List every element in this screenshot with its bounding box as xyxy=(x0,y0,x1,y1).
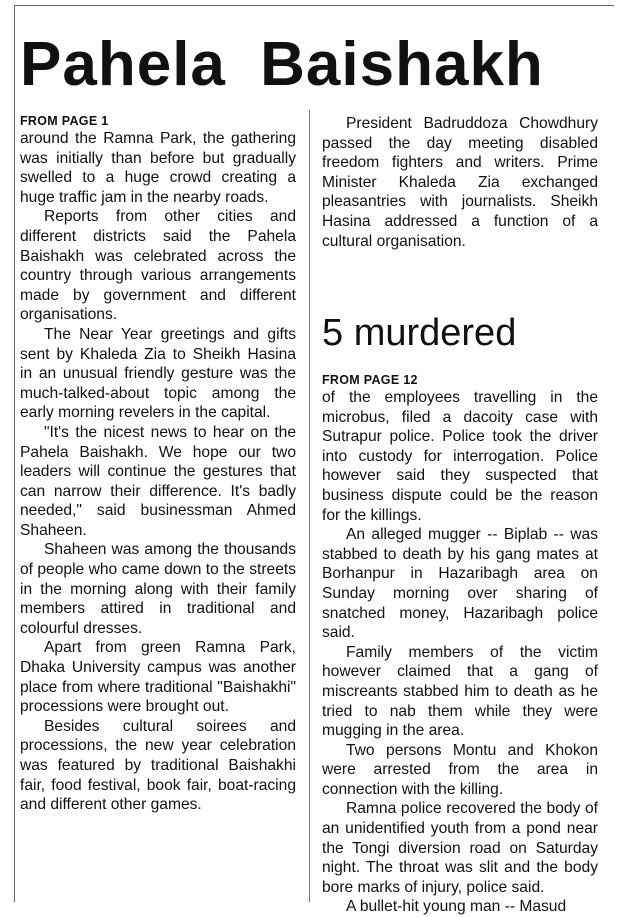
second-story-paragraph-2: An alleged mugger -- Biplab -- was stabbed to death by his gang mates at Borhanpur in Hazaribagh area on Sunday morning over sharing of snatched money, Hazaribagh police said. xyxy=(322,526,598,642)
left-rule xyxy=(14,5,15,902)
second-story-dateline: FROM PAGE 12 xyxy=(322,373,418,387)
second-story-paragraph-6: A bullet-hit young man -- Masud xyxy=(346,898,567,916)
main-story-column-right xyxy=(322,114,598,251)
second-story-column xyxy=(322,373,598,917)
second-headline: 5 murdered xyxy=(322,312,517,354)
main-story-paragraph-6: Apart from green Ramna Park, Dhaka University campus was another place from where traditional "Baishakhi" processions were brought out. xyxy=(20,639,296,716)
main-story-paragraph-8: President Badruddoza Chowdhury passed the day meeting disabled freedom fighters and writers. Prime Minister Khaleda Zia exchanged pleasantries with journalists. Sheikh Hasina addressed a function of a cultural organisation. xyxy=(322,115,598,250)
main-story-paragraph-2: Reports from other cities and different districts said the Pahela Baishakh was celebrated across the country through various arrangements made by government and different organisations. xyxy=(20,208,296,324)
main-headline: Pahela Baishakh xyxy=(20,30,544,99)
main-story-paragraph-4: "It's the nicest news to hear on the Pahela Baishakh. We hope our two leaders will continue the gestures that can narrow their difference. It's badly needed," said businessman Ahmed Shaheen. xyxy=(20,423,296,539)
main-story-paragraph-5: Shaheen was among the thousands of people who came down to the streets in the morning along with their family members attired in traditional and colourful dresses. xyxy=(20,541,296,637)
main-story-paragraph-1: around the Ramna Park, the gathering was initially than before but gradually swelled to a huge crowd creating a huge traffic jam in the nearby roads. xyxy=(20,130,296,206)
main-story-paragraph-3: The Near Year greetings and gifts sent by Khaleda Zia to Sheikh Hasina in an unusual friendly gesture was the much-talked-about topic among the early morning revelers in the capital. xyxy=(20,325,296,422)
second-story-paragraph-5: Ramna police recovered the body of an unidentified youth from a pond near the Tongi diversion road on Saturday night. The throat was slit and the body bore marks of injury, police said. xyxy=(322,800,598,896)
main-story-dateline: FROM PAGE 1 xyxy=(20,114,109,128)
second-story-paragraph-4: Two persons Montu and Khokon were arrested from the area in connection with the killing. xyxy=(322,741,598,798)
top-rule xyxy=(14,5,614,6)
main-story-paragraph-7: Besides cultural soirees and processions, the new year celebration was featured by traditional Baishakhi fair, food festival, book fair, boat-racing and different other games. xyxy=(20,717,296,814)
second-story-paragraph-1: of the employees travelling in the microbus, filed a dacoity case with Sutrapur police. Police took the driver into custody for interrogation. Police however said they suspected that business dispute could be the reason for the killings. xyxy=(322,389,598,524)
second-story-paragraph-3: Family members of the victim however claimed that a gang of miscreants stabbed him to death as he tried to nab them while they were mugging in the area. xyxy=(322,643,598,740)
main-story-column-left xyxy=(20,114,296,815)
column-divider xyxy=(309,110,310,902)
